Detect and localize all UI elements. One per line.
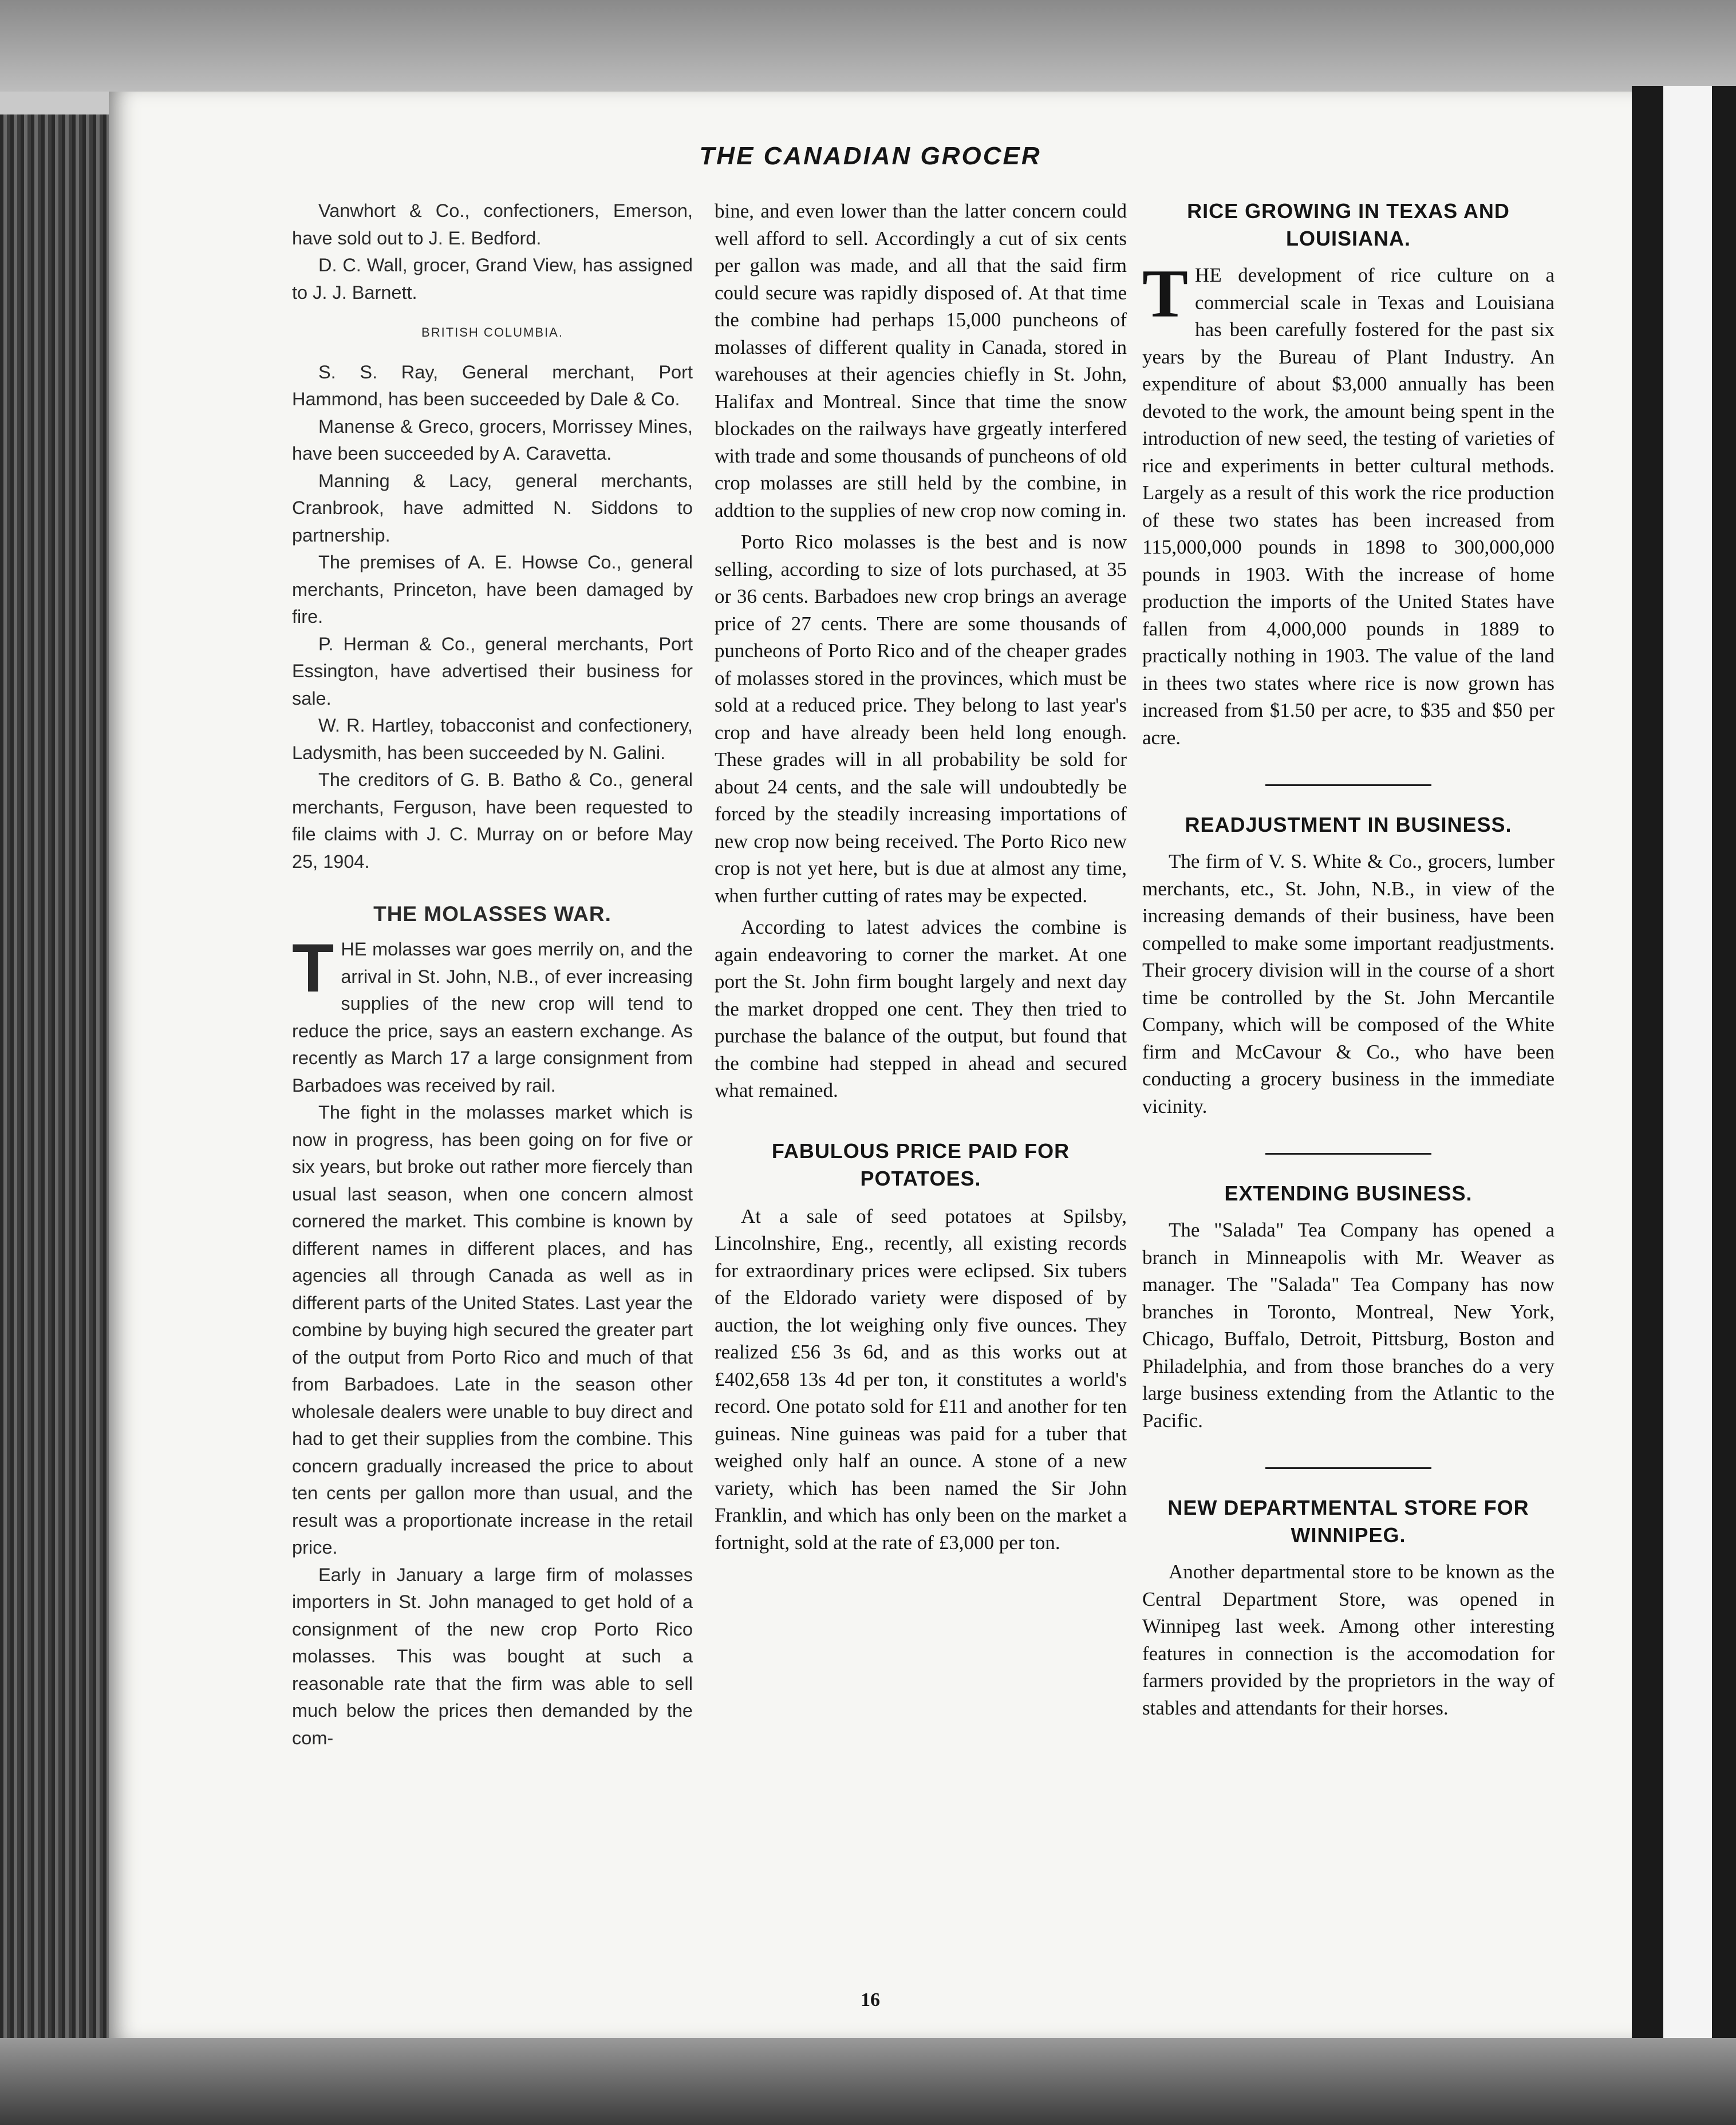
article-text: HE molasses war goes merrily on, and the arrival in St. John, N.B., of ever increasing supplies of the new crop will tend to reduce the price, says an eastern exchange. As recently as March 17 a large consignment from Barbadoes was received by rail.: [292, 939, 693, 1096]
notice-paragraph: S. S. Ray, General merchant, Port Hammond, has been succeeded by Dale & Co.: [292, 361, 693, 409]
section-subhead-british-columbia: BRITISH COLUMBIA.: [421, 325, 563, 339]
article-paragraph: At a sale of seed potatoes at Spilsby, Lincolnshire, Eng., recently, all existing records for extraordinary prices were eclipsed. Six tubers of the Eldorado variety were disposed of by auction, the lot weighing only five ounces. They realized £56 3s 6d, and as this works out at £402,658 13s 4d per ton, it constitutes a world's record. One potato sold for £11 and another for ten guineas. Nine guineas was paid for a tuber that weighed only half an ounce. A stone of a new variety, which has been named the Sir John Franklin, and which has only been on the market a fortnight, sold at the rate of £3,000 per ton.: [715, 1204, 1127, 1554]
running-head: THE CANADIAN GROCER: [699, 142, 1041, 170]
article-paragraph: According to latest advices the combine is again endeavoring to corner the market. At one port the St. John firm bought largely and next day the market dropped one cent. They then tried to purchase the balance of the output, but found that the combine had stepped in ahead and secured what remained.: [715, 916, 1127, 1101]
column-1: [292, 198, 693, 1752]
article-paragraph: bine, and even lower than the latter concern could well afford to sell. Accordingly a cut of six cents per gallon was made, and all that the said firm could secure was rapidly disposed of. At that time the combine had perhaps 15,000 puncheons of molasses of different quality in Canada, stored in warehouses at their agencies chiefly in St. John, Halifax and Montreal. Since that time the snow blockades on the railways have grgeatly interfered with trade and some thousands of puncheons of old crop molasses are still held by the combine, in addtion to the supplies of new crop now coming in.: [715, 200, 1127, 522]
section-divider: [1265, 1467, 1431, 1469]
column-2: [715, 198, 1127, 1556]
article-paragraph: The "Salada" Tea Company has opened a branch in Minneapolis with Mr. Weaver as manager. The "Salada" Tea Company has now branches in Toronto, Montreal, New York, Chicago, Buffalo, Detroit, Pittsburg, Boston and Philadelphia, and from those branches do a very large business extending from the Atlantic to the Pacific.: [1142, 1219, 1554, 1432]
article-paragraph: The firm of V. S. White & Co., grocers, lumber merchants, etc., St. John, N.B., in view of the increasing demands of their business, have been compelled to make some important readjustments. Their grocery division will in the course of a short time be controlled by the St. John Mercantile Company, which will be composed of the White firm and McCavour & Co., who have been conducting a grocery business in the immediate vicinity.: [1142, 850, 1554, 1117]
article-paragraph: Another departmental store to be known as the Central Department Store, was opened in Winnipeg last week. Among other interesting features in connection is the accomodation for farmers provided by the proprietors in the way of stables and attendants for their horses.: [1142, 1561, 1554, 1719]
newspaper-page: [109, 92, 1632, 2038]
article-text: HE development of rice culture on a commercial scale in Texas and Louisiana has been carefully fostered for the past six years by the Bureau of Plant Industry. An expenditure of about $3,000 annually has been devoted to the work, the amount being spent in the introduction of new seed, the testing of varieties of rice and experiments in better cultural methods. Largely as a result of this work the rice production of these two states has been increased from 115,000,000 pounds in 1898 to 300,000,000 pounds in 1903. With the increase of home production the imports of the United States have fallen from 4,000,000 pounds in 1889 to practically nothing in 1903. The value of the land in thees two states where rice is now grown has increased from $1.50 per acre, to $35 and $50 per acre.: [1142, 264, 1554, 749]
article-heading-extending-business: EXTENDING BUSINESS.: [1224, 1182, 1473, 1205]
notice-paragraph: The creditors of G. B. Batho & Co., general merchants, Ferguson, have been requested to file claims with J. C. Murray on or before May 25, 1904.: [292, 769, 693, 872]
section-divider: [1265, 784, 1431, 786]
book-page-edges: [0, 114, 115, 2038]
drop-cap: T: [292, 930, 334, 1006]
article-heading-potatoes: FABULOUS PRICE PAID FOR POTATOES.: [771, 1139, 1070, 1190]
page-number: 16: [861, 1989, 880, 2011]
scan-background-top: [0, 0, 1736, 92]
article-heading-readjustment: READJUSTMENT IN BUSINESS.: [1185, 813, 1512, 836]
notice-paragraph: W. R. Hartley, tobacconist and confectionery, Ladysmith, has been succeeded by N. Galini.: [292, 715, 693, 763]
section-divider: [1265, 1153, 1431, 1155]
article-paragraph: Early in January a large firm of molasses importers in St. John managed to get hold of a consignment of the new crop Porto Rico molasses. This was bought at such a reasonable rate that the firm was able to sell much below the prices then demanded by the com-: [292, 1564, 693, 1748]
article-heading-departmental-store: NEW DEPARTMENTAL STORE FOR WINNIPEG.: [1167, 1496, 1529, 1547]
drop-cap: T: [1142, 255, 1189, 331]
article-heading-rice-growing: RICE GROWING IN TEXAS AND LOUISIANA.: [1187, 199, 1510, 250]
notice-paragraph: Manense & Greco, grocers, Morrissey Mines, have been succeeded by A. Caravetta.: [292, 416, 693, 464]
scan-background-bottom: [0, 2038, 1736, 2125]
notice-paragraph: Manning & Lacy, general merchants, Cranbrook, have admitted N. Siddons to partnership.: [292, 470, 693, 546]
article-paragraph: Porto Rico molasses is the best and is now selling, according to size of lots purchased, at 35 or 36 cents. Barbadoes new crop brings an average price of 27 cents. There are some thousands of puncheons of Porto Rico and of the cheaper grades of molasses stored in the provinces, which must be sold at a reduced price. They belong to last year's crop and have already been held long enough. These grades will in all probability be sold for about 24 cents, and the sale will undoubtedly be forced by the steadily increasing importations of new crop now being received. The Porto Rico new crop is not yet here, but is due at almost any time, when further cutting of rates may be expected.: [715, 531, 1127, 907]
article-heading-molasses-war: THE MOLASSES WAR.: [373, 902, 611, 926]
article-paragraph: [1142, 255, 1554, 751]
notice-paragraph: The premises of A. E. Howse Co., general merchants, Princeton, have been damaged by fire.: [292, 552, 693, 627]
notice-paragraph: Vanwhort & Co., confectioners, Emerson, have sold out to J. E. Bedford.: [292, 200, 693, 248]
column-3: [1142, 198, 1554, 1721]
scan-border-right: [1632, 86, 1736, 2044]
article-paragraph: [292, 930, 693, 1099]
article-paragraph: The fight in the molasses market which is now in progress, has been going on for five or six years, but broke out rather more fiercely than usual last season, when one concern almost cornered the market. This combine is known by different names in different places, and has agencies all through Canada as well as in different parts of the United States. Last year the combine by buying high secured the greater part of the output from Porto Rico and much of that from Barbadoes. Late in the season other wholesale dealers were unable to buy direct and had to get their supplies from the combine. This concern gradually increased the price to about ten cents per gallon more than usual, and the result was a proportionate increase in the retail price.: [292, 1102, 693, 1558]
notice-paragraph: P. Herman & Co., general merchants, Port Essington, have advertised their business for sale.: [292, 633, 693, 709]
notice-paragraph: D. C. Wall, grocer, Grand View, has assigned to J. J. Barnett.: [292, 255, 693, 303]
